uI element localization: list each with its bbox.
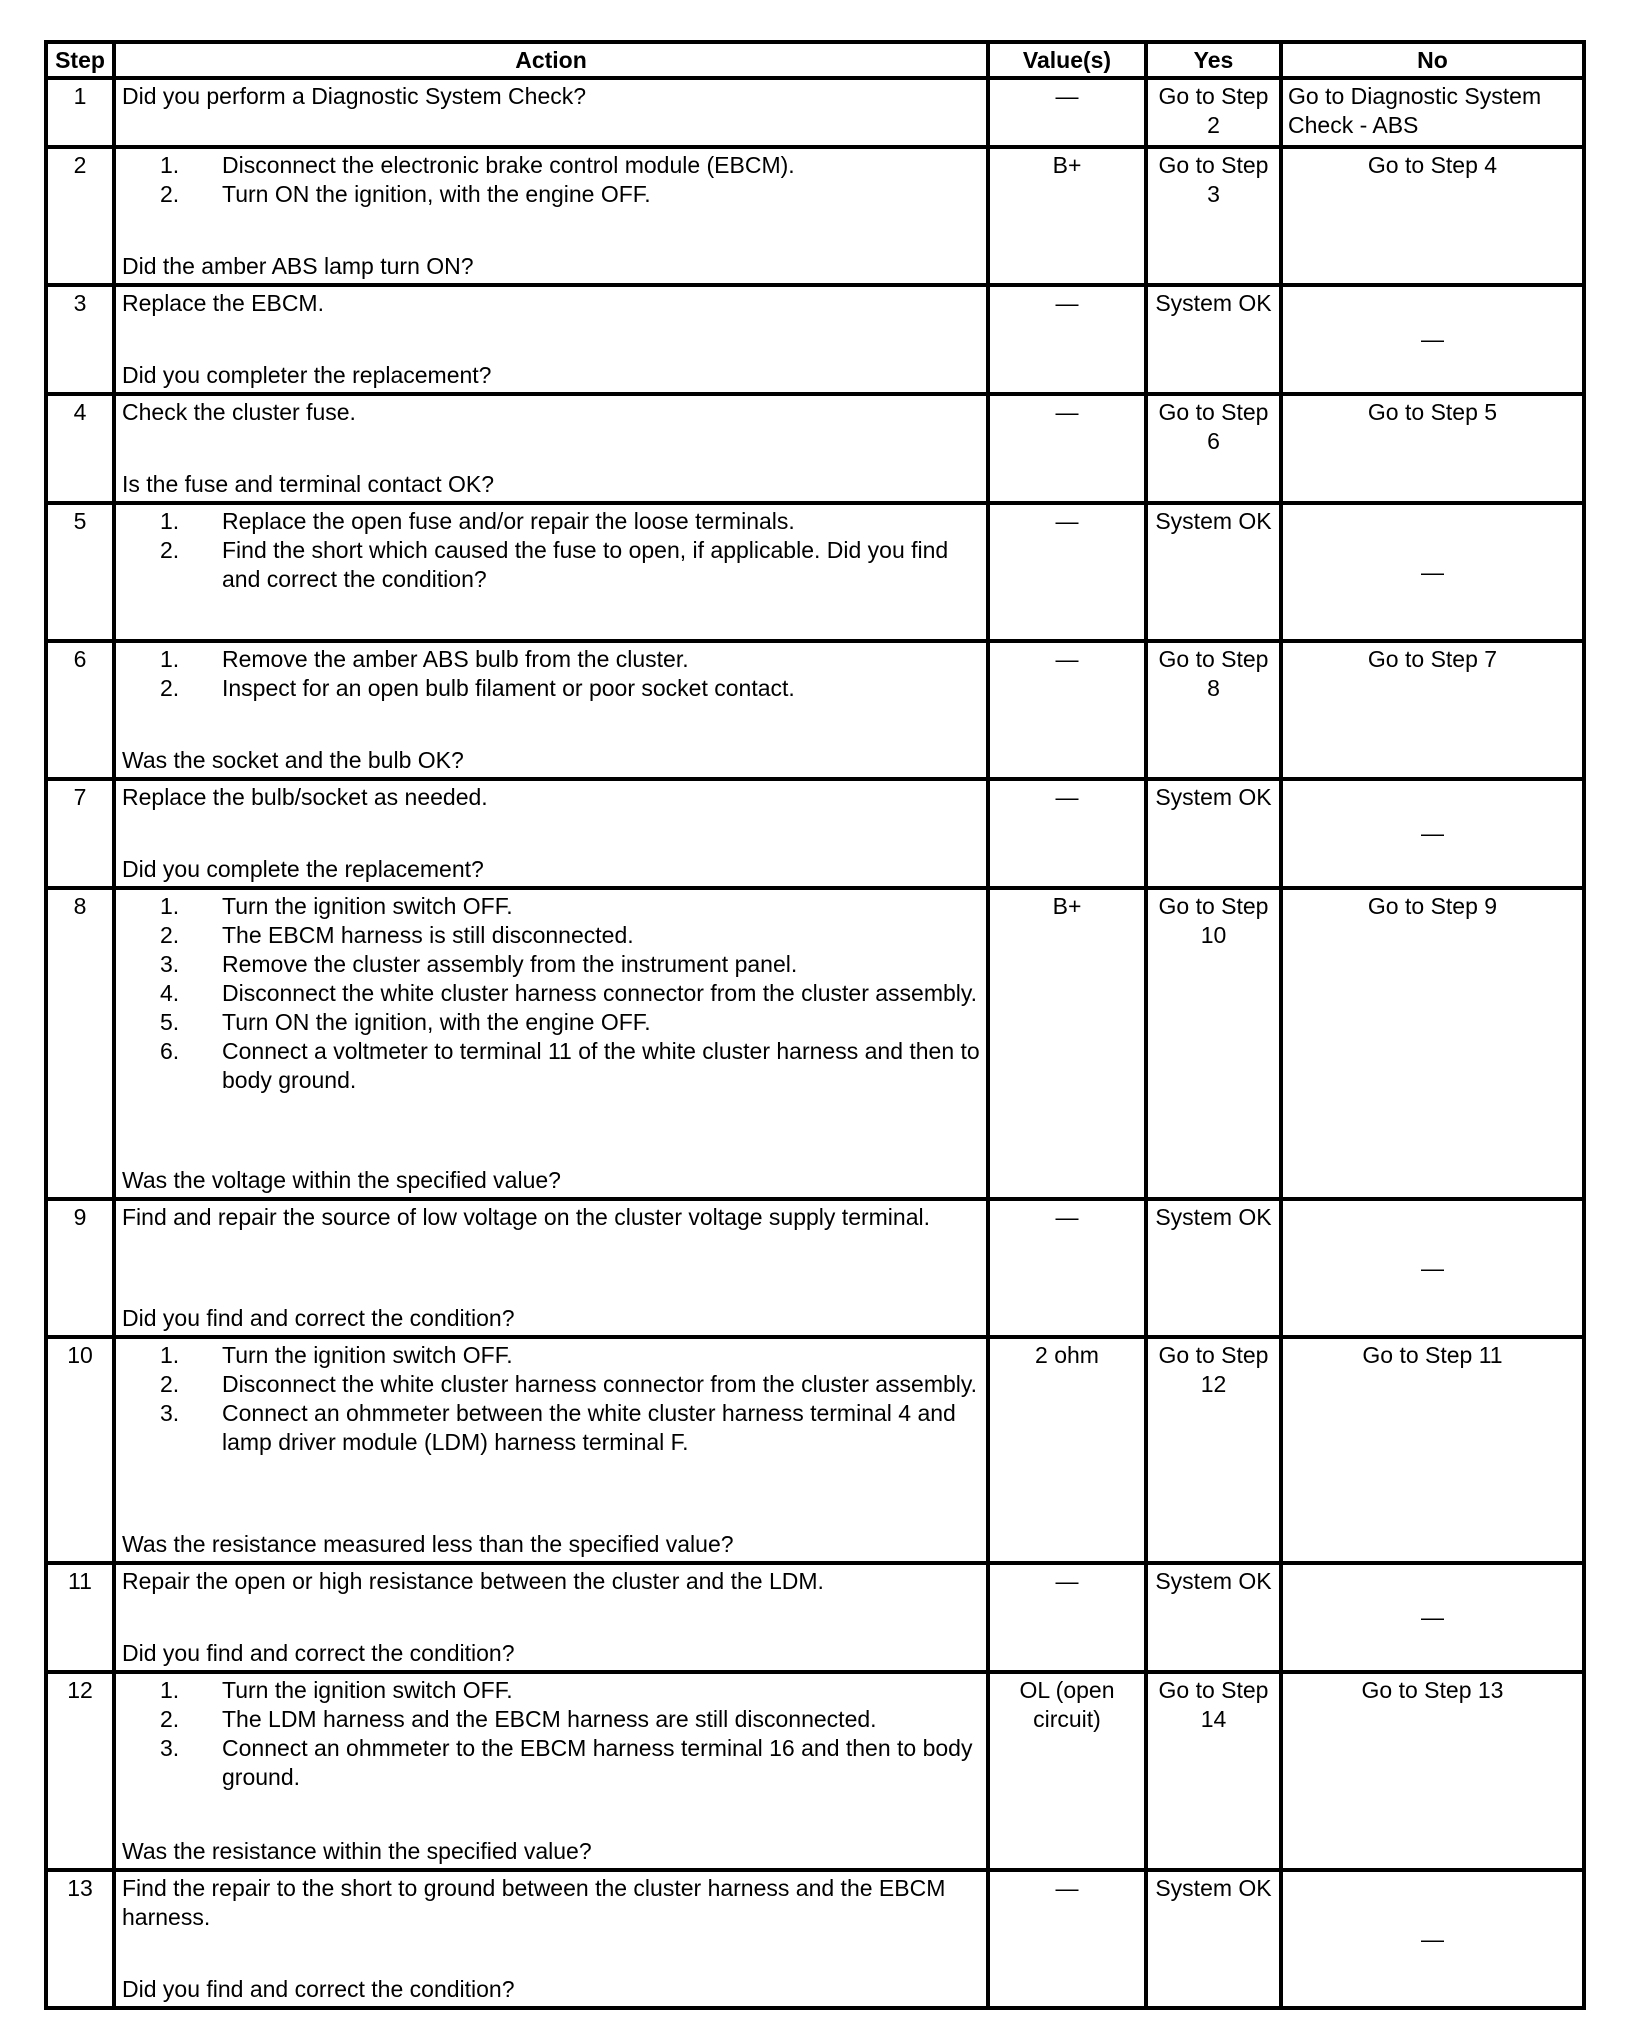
substep-text: Remove the cluster assembly from the instrument panel.	[222, 951, 798, 977]
action-content	[122, 151, 980, 281]
table-row	[46, 503, 1584, 641]
table-row	[46, 1199, 1584, 1337]
no-outcome: —	[1281, 1870, 1584, 2008]
action-substeps	[122, 1676, 980, 1792]
list-item	[160, 180, 980, 209]
substep-number: 1.	[160, 508, 180, 534]
action-cell	[114, 1870, 988, 2008]
substep-text: Turn ON the ignition, with the engine OFF.	[222, 181, 651, 207]
yes-outcome: Go to Step 6	[1146, 394, 1281, 503]
substep-number: 2.	[160, 537, 180, 563]
substep-text: Turn the ignition switch OFF.	[222, 1677, 513, 1703]
action-intro: Repair the open or high resistance between the cluster and the LDM.	[122, 1568, 824, 1594]
action-content	[122, 1341, 980, 1559]
substep-text: The LDM harness and the EBCM harness are still disconnected.	[222, 1706, 877, 1732]
step-number: 9	[46, 1199, 114, 1337]
substep-text: Turn ON the ignition, with the engine OFF.	[222, 1009, 651, 1035]
substep-number: 6.	[160, 1038, 180, 1064]
step-number: 1	[46, 78, 114, 147]
action-cell	[114, 285, 988, 394]
action-question: Was the voltage within the specified value?	[122, 1167, 561, 1193]
action-content	[122, 1676, 980, 1866]
column-header-action: Action	[114, 42, 988, 78]
table-row	[46, 641, 1584, 779]
action-instructions	[122, 289, 980, 318]
action-question: Was the socket and the bulb OK?	[122, 747, 464, 773]
yes-outcome: Go to Step 8	[1146, 641, 1281, 779]
step-number: 4	[46, 394, 114, 503]
action-instructions	[122, 151, 980, 209]
list-item	[160, 979, 980, 1008]
step-number: 13	[46, 1870, 114, 2008]
action-instructions	[122, 1341, 980, 1457]
action-question: Did you find and correct the condition?	[122, 1305, 515, 1331]
list-item	[160, 1037, 980, 1095]
column-header-no: No	[1281, 42, 1584, 78]
value-cell: —	[988, 1199, 1146, 1337]
action-question: Did you complete the replacement?	[122, 856, 484, 882]
yes-outcome: Go to Step 10	[1146, 888, 1281, 1199]
substep-text: Remove the amber ABS bulb from the cluster.	[222, 646, 689, 672]
step-number: 2	[46, 147, 114, 285]
no-outcome: Go to Step 7	[1281, 641, 1584, 779]
action-cell	[114, 147, 988, 285]
table-row	[46, 285, 1584, 394]
substep-number: 2.	[160, 1371, 180, 1397]
value-cell: —	[988, 78, 1146, 147]
yes-outcome: System OK	[1146, 1870, 1281, 2008]
action-question: Did you completer the replacement?	[122, 362, 492, 388]
action-question: Did the amber ABS lamp turn ON?	[122, 253, 474, 279]
action-question: Did you find and correct the condition?	[122, 1640, 515, 1666]
table-row	[46, 1672, 1584, 1870]
table-row	[46, 1563, 1584, 1672]
action-content	[122, 783, 980, 884]
yes-outcome: Go to Step 14	[1146, 1672, 1281, 1870]
substep-number: 2.	[160, 1706, 180, 1732]
action-substeps	[122, 892, 980, 1095]
action-cell	[114, 1199, 988, 1337]
action-intro: Replace the bulb/socket as needed.	[122, 784, 488, 810]
action-cell	[114, 78, 988, 147]
list-item	[160, 1705, 980, 1734]
step-number: 6	[46, 641, 114, 779]
substep-number: 1.	[160, 893, 180, 919]
substep-text: Inspect for an open bulb filament or poor socket contact.	[222, 675, 795, 701]
action-content	[122, 1874, 980, 2004]
step-number: 3	[46, 285, 114, 394]
action-instructions	[122, 783, 980, 812]
value-cell: OL (open circuit)	[988, 1672, 1146, 1870]
substep-text: Disconnect the white cluster harness connector from the cluster assembly.	[222, 1371, 978, 1397]
action-substeps	[122, 151, 980, 209]
substep-number: 3.	[160, 1400, 180, 1426]
no-outcome: —	[1281, 1199, 1584, 1337]
no-outcome: —	[1281, 779, 1584, 888]
substep-text: Connect a voltmeter to terminal 11 of the white cluster harness and then to body ground.	[222, 1038, 980, 1093]
list-item	[160, 921, 980, 950]
substep-text: Connect an ohmmeter between the white cluster harness terminal 4 and lamp driver module (LDM) harness terminal F.	[222, 1400, 956, 1455]
substep-number: 2.	[160, 922, 180, 948]
action-question: Did you find and correct the condition?	[122, 1976, 515, 2002]
substep-number: 2.	[160, 181, 180, 207]
action-intro: Find and repair the source of low voltage on the cluster voltage supply terminal.	[122, 1204, 930, 1230]
action-instructions	[122, 1203, 980, 1232]
action-substeps	[122, 507, 980, 594]
substep-text: Disconnect the white cluster harness connector from the cluster assembly.	[222, 980, 978, 1006]
action-content	[122, 82, 980, 143]
action-content	[122, 398, 980, 499]
action-instructions	[122, 892, 980, 1095]
table-row	[46, 394, 1584, 503]
substep-number: 2.	[160, 675, 180, 701]
table-row	[46, 1337, 1584, 1563]
value-cell: —	[988, 285, 1146, 394]
table-body	[46, 78, 1584, 2008]
action-content	[122, 289, 980, 390]
action-instructions	[122, 1874, 980, 1932]
no-outcome: —	[1281, 503, 1584, 641]
table-row	[46, 78, 1584, 147]
action-cell	[114, 1337, 988, 1563]
action-content	[122, 1567, 980, 1668]
list-item	[160, 1734, 980, 1792]
no-outcome: Go to Step 4	[1281, 147, 1584, 285]
list-item	[160, 536, 980, 594]
yes-outcome: System OK	[1146, 779, 1281, 888]
value-cell: —	[988, 641, 1146, 779]
action-cell	[114, 503, 988, 641]
yes-outcome: System OK	[1146, 285, 1281, 394]
value-cell: —	[988, 503, 1146, 641]
action-cell	[114, 1672, 988, 1870]
action-question: Is the fuse and terminal contact OK?	[122, 471, 495, 497]
list-item	[160, 1370, 980, 1399]
action-cell	[114, 641, 988, 779]
table-row	[46, 888, 1584, 1199]
substep-text: Disconnect the electronic brake control module (EBCM).	[222, 152, 795, 178]
yes-outcome: Go to Step 2	[1146, 78, 1281, 147]
action-intro: Find the repair to the short to ground between the cluster harness and the EBCM harness.	[122, 1875, 946, 1930]
action-cell	[114, 394, 988, 503]
substep-number: 1.	[160, 1342, 180, 1368]
step-number: 5	[46, 503, 114, 641]
action-substeps	[122, 645, 980, 703]
list-item	[160, 674, 980, 703]
list-item	[160, 645, 980, 674]
substep-number: 1.	[160, 1677, 180, 1703]
step-number: 11	[46, 1563, 114, 1672]
action-question: Was the resistance measured less than the specified value?	[122, 1531, 734, 1557]
substep-text: The EBCM harness is still disconnected.	[222, 922, 634, 948]
action-content	[122, 892, 980, 1195]
column-header-step: Step	[46, 42, 114, 78]
step-number: 12	[46, 1672, 114, 1870]
action-content	[122, 1203, 980, 1333]
yes-outcome: Go to Step 12	[1146, 1337, 1281, 1563]
list-item	[160, 950, 980, 979]
action-instructions	[122, 1567, 980, 1596]
step-number: 10	[46, 1337, 114, 1563]
table-row	[46, 1870, 1584, 2008]
no-outcome: Go to Diagnostic System Check - ABS	[1281, 78, 1584, 147]
substep-text: Find the short which caused the fuse to open, if applicable. Did you find and correct the condition?	[222, 537, 949, 592]
substep-text: Replace the open fuse and/or repair the loose terminals.	[222, 508, 795, 534]
substep-number: 3.	[160, 1735, 180, 1761]
action-cell	[114, 1563, 988, 1672]
value-cell: —	[988, 779, 1146, 888]
yes-outcome: System OK	[1146, 1563, 1281, 1672]
action-instructions	[122, 507, 980, 594]
list-item	[160, 1399, 980, 1457]
value-cell: —	[988, 1563, 1146, 1672]
action-intro: Did you perform a Diagnostic System Check?	[122, 83, 587, 109]
action-instructions	[122, 82, 980, 111]
action-instructions	[122, 398, 980, 427]
table-row	[46, 147, 1584, 285]
action-instructions	[122, 645, 980, 703]
action-content	[122, 507, 980, 637]
list-item	[160, 507, 980, 536]
value-cell: B+	[988, 888, 1146, 1199]
list-item	[160, 1676, 980, 1705]
no-outcome: Go to Step 13	[1281, 1672, 1584, 1870]
yes-outcome: Go to Step 3	[1146, 147, 1281, 285]
list-item	[160, 1008, 980, 1037]
action-cell	[114, 779, 988, 888]
table-row	[46, 779, 1584, 888]
value-cell: 2 ohm	[988, 1337, 1146, 1563]
no-outcome: Go to Step 11	[1281, 1337, 1584, 1563]
substep-text: Connect an ohmmeter to the EBCM harness terminal 16 and then to body ground.	[222, 1735, 973, 1790]
no-outcome: —	[1281, 1563, 1584, 1672]
action-intro: Replace the EBCM.	[122, 290, 324, 316]
action-intro: Check the cluster fuse.	[122, 399, 356, 425]
no-outcome: Go to Step 5	[1281, 394, 1584, 503]
action-cell	[114, 888, 988, 1199]
no-outcome: —	[1281, 285, 1584, 394]
list-item	[160, 1341, 980, 1370]
action-instructions	[122, 1676, 980, 1792]
action-question: Was the resistance within the specified value?	[122, 1838, 592, 1864]
action-content	[122, 645, 980, 775]
substep-number: 5.	[160, 1009, 180, 1035]
list-item	[160, 151, 980, 180]
yes-outcome: System OK	[1146, 503, 1281, 641]
value-cell: B+	[988, 147, 1146, 285]
table-header-row	[46, 42, 1584, 78]
list-item	[160, 892, 980, 921]
substep-number: 1.	[160, 152, 180, 178]
substep-number: 4.	[160, 980, 180, 1006]
value-cell: —	[988, 1870, 1146, 2008]
substep-text: Turn the ignition switch OFF.	[222, 1342, 513, 1368]
column-header-yes: Yes	[1146, 42, 1281, 78]
substep-text: Turn the ignition switch OFF.	[222, 893, 513, 919]
substep-number: 3.	[160, 951, 180, 977]
value-cell: —	[988, 394, 1146, 503]
step-number: 7	[46, 779, 114, 888]
substep-number: 1.	[160, 646, 180, 672]
diagnostic-table	[44, 40, 1586, 2010]
column-header-values: Value(s)	[988, 42, 1146, 78]
action-substeps	[122, 1341, 980, 1457]
no-outcome: Go to Step 9	[1281, 888, 1584, 1199]
yes-outcome: System OK	[1146, 1199, 1281, 1337]
step-number: 8	[46, 888, 114, 1199]
